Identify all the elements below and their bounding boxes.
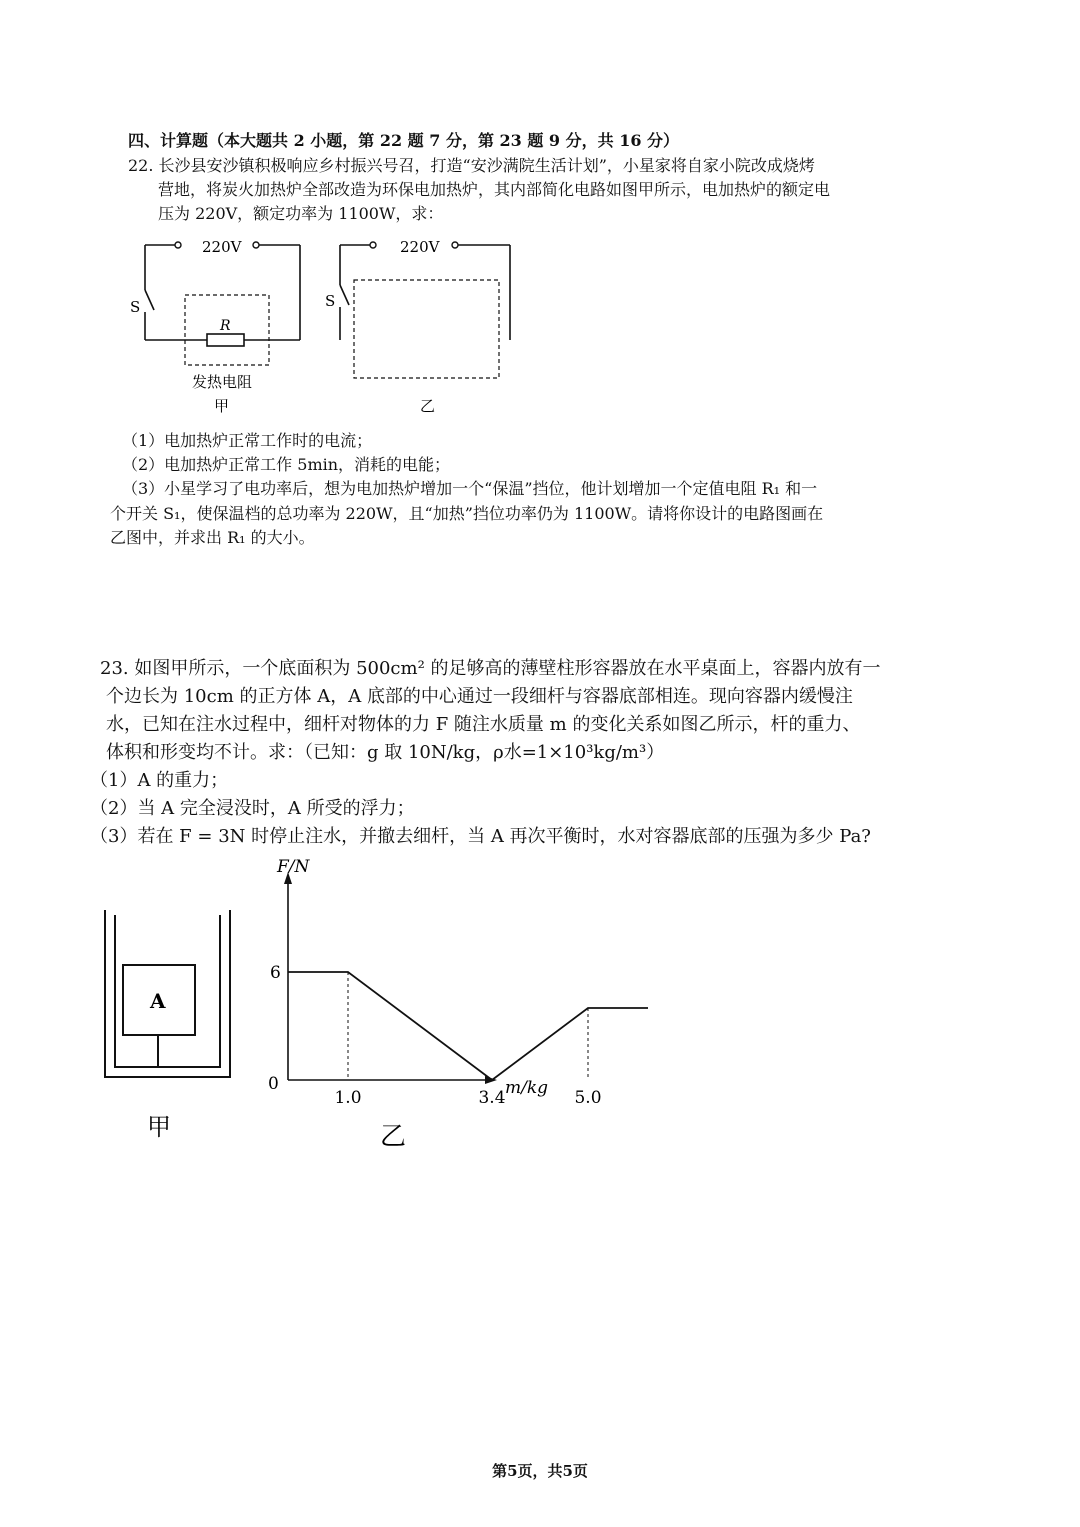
design-area-box <box>354 280 499 378</box>
q22-line-2: 营地，将炭火加热炉全部改造为环保电加热炉，其内部简化电路如图甲所示，电加热炉的额定电 <box>158 180 831 199</box>
resistor-label: R <box>220 318 231 334</box>
origin-label: 0 <box>268 1074 279 1094</box>
q23-item-2: （2）当 A 完全浸没时，A 所受的浮力； <box>90 798 415 819</box>
force-curve <box>288 972 648 1080</box>
switch-blade <box>340 285 349 305</box>
heating-element-caption: 发热电阻 <box>192 373 253 391</box>
guide-lines <box>348 972 588 1080</box>
switch-label-a: S <box>130 298 141 316</box>
x-axis-label: m/kg <box>505 1078 549 1098</box>
resistor <box>207 334 244 346</box>
container-figure <box>95 900 245 1150</box>
y-tick-label: 6 <box>270 963 281 983</box>
q22-item-3: （3）小星学习了电功率后，想为电加热炉增加一个“保温”挡位，他计划增加一个定值电阻 R₁ 和一 <box>122 479 818 498</box>
switch-label-b: S <box>325 292 336 310</box>
q23-item-3: （3）若在 F = 3N 时停止注水，并撤去细杆，当 A 再次平衡时，水对容器底部的压强为多少 Pa? <box>90 826 871 847</box>
q23-line-1: 23. 如图甲所示，一个底面积为 500cm² 的足够高的薄壁柱形容器放在水平桌面上，容器内放有一 <box>100 658 881 679</box>
q22-item-2: （2）电加热炉正常工作 5min，消耗的电能； <box>122 455 451 474</box>
switch-blade <box>145 290 154 310</box>
figure-a-label: 甲 <box>147 1113 171 1141</box>
y-axis-label: F/N <box>277 857 310 877</box>
page-footer: 第5页，共5页 <box>492 1462 588 1480</box>
terminal-right <box>452 242 458 248</box>
terminal-right <box>253 242 259 248</box>
circuit-diagram-a <box>120 230 320 420</box>
voltage-label-a: 220V <box>202 238 242 256</box>
terminal-left <box>175 242 181 248</box>
terminal-left <box>370 242 376 248</box>
q22-item-3-cont-1: 个开关 S₁，使保温档的总功率为 220W，且“加热”挡位功率仍为 1100W。请将你设计的电路图画在 <box>110 504 824 523</box>
voltage-label-b: 220V <box>400 238 440 256</box>
q23-line-2: 个边长为 10cm 的正方体 A，A 底部的中心通过一段细杆与容器底部相连。现向容器内缓慢注 <box>106 686 853 707</box>
x-tick-label: 1.0 <box>334 1088 362 1108</box>
figure-b-label: 乙 <box>420 397 436 415</box>
q22-item-3-cont-2: 乙图中，并求出 R₁ 的大小。 <box>110 528 315 547</box>
q22-line-1: 22. 长沙县安沙镇积极响应乡村振兴号召，打造“安沙满院生活计划”，小星家将自家小院改成烧烤 <box>128 156 815 175</box>
figure-b-label: 乙 <box>380 1122 407 1152</box>
x-tick-label: 5.0 <box>574 1088 602 1108</box>
q23-item-1: （1）A 的重力； <box>90 770 229 791</box>
circuit-diagram-b <box>320 230 530 420</box>
q22-item-1: （1）电加热炉正常工作时的电流； <box>122 431 373 450</box>
x-tick-label: 3.4 <box>478 1088 506 1108</box>
q23-line-4: 体积和形变均不计。求：（已知：g 取 10N/kg，ρ水=1×10³kg/m³） <box>106 742 665 763</box>
force-mass-chart <box>255 850 602 1160</box>
section-title: 四、计算题（本大题共 2 小题，第 22 题 7 分，第 23 题 9 分，共 16 分） <box>128 131 680 150</box>
figure-a-label: 甲 <box>214 397 230 415</box>
cube-a-label: A <box>150 989 166 1013</box>
q22-line-3: 压为 220V，额定功率为 1100W，求： <box>158 204 444 223</box>
q23-line-3: 水，已知在注水过程中，细杆对物体的力 F 随注水质量 m 的变化关系如图乙所示，杆的重力、 <box>106 714 861 735</box>
